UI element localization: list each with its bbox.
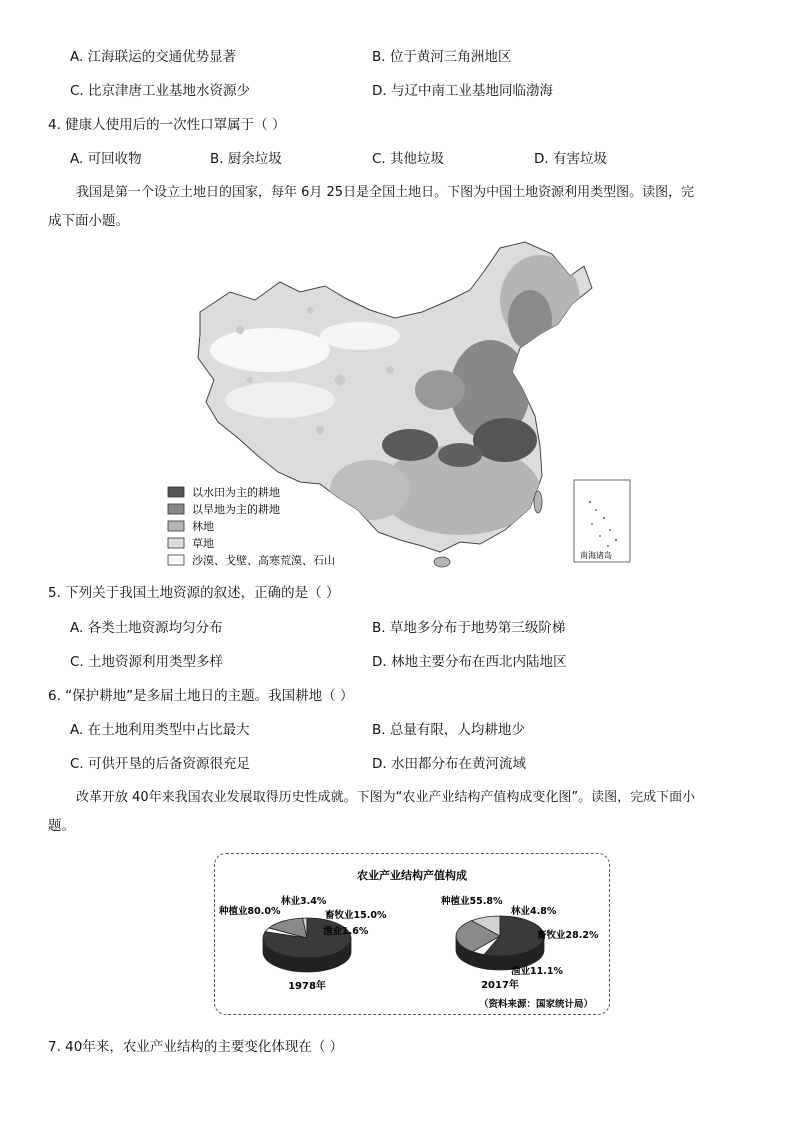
q5-option-c: C. 土地资源利用类型多样 (70, 654, 224, 670)
q5-stem: 5. 下列关于我国土地资源的叙述，正确的是（ ） (48, 585, 340, 601)
pie-1978-label-crop: 种植业80.0% (219, 906, 281, 917)
map-legend (168, 485, 335, 567)
q3-option-a: A. 江海联运的交通优势显著 (70, 49, 237, 65)
south-china-sea-inset (574, 480, 630, 562)
q3-option-b: B. 位于黄河三角洲地区 (372, 49, 512, 65)
pie-1978-year-label: 1978年 (288, 981, 326, 992)
q5-option-a: A. 各类土地资源均匀分布 (70, 620, 223, 636)
legend-grassland: 草地 (192, 537, 214, 550)
intro1-line2: 成下面小题。 (48, 213, 129, 229)
intro2-line1: 改革开放 40年来我国农业发展取得历史性成就。下图为“农业产业结构产值构成变化图”。读图，完成下面小 (76, 790, 696, 805)
chart-source: （资料来源：国家统计局） (478, 999, 593, 1010)
q4-stem: 4. 健康人使用后的一次性口罩属于（ ） (48, 117, 286, 133)
q4-option-a: A. 可回收物 (70, 151, 142, 167)
pie-2017-label-crop: 种植业55.8% (441, 896, 503, 907)
q3-option-d: D. 与辽中南工业基地同临渤海 (372, 83, 553, 99)
chart-svg (215, 854, 609, 1014)
q6-stem: 6. “保护耕地”是多届土地日的主题。我国耕地（ ） (48, 688, 354, 704)
q4-option-c: C. 其他垃圾 (372, 151, 445, 167)
agriculture-structure-chart (214, 853, 610, 1015)
pie-2017-year-label: 2017年 (481, 980, 519, 991)
china-land-use-map (160, 240, 640, 570)
legend-dryland: 以旱地为主的耕地 (192, 503, 280, 516)
pie-2017-label-fishery: 渔业11.1% (511, 966, 563, 977)
intro2-line2: 题。 (48, 818, 75, 834)
taiwan-island (534, 491, 542, 513)
q5-option-b: B. 草地多分布于地势第三级阶梯 (372, 620, 566, 636)
pie-2017-label-livestock: 畜牧业28.2% (537, 930, 599, 941)
pie-1978-label-forestry: 林业3.4% (281, 896, 327, 907)
intro1-line1: 我国是第一个设立土地日的国家，每年 6月 25日是全国土地日。下图为中国土地资源利用类型图。读图，完 (76, 185, 695, 200)
pie-1978-label-fishery: 渔业1.6% (323, 926, 369, 937)
legend-paddy: 以水田为主的耕地 (192, 486, 280, 499)
q5-option-d: D. 林地主要分布在西北内陆地区 (372, 654, 567, 670)
q6-option-c: C. 可供开垦的后备资源很充足 (70, 756, 251, 772)
inset-label: 南海诸岛 (580, 551, 612, 560)
q6-option-d: D. 水田都分布在黄河流域 (372, 756, 526, 772)
q4-option-d: D. 有害垃圾 (534, 151, 607, 167)
pie-2017-label-forestry: 林业4.8% (511, 906, 557, 917)
q6-option-a: A. 在土地利用类型中占比最大 (70, 722, 250, 738)
legend-forest: 林地 (192, 520, 214, 533)
map-graphic (160, 240, 640, 570)
q6-option-b: B. 总量有限，人均耕地少 (372, 722, 525, 738)
pie-1978-label-livestock: 畜牧业15.0% (325, 910, 387, 921)
hainan-island (434, 557, 450, 567)
q4-option-b: B. 厨余垃圾 (210, 151, 282, 167)
q3-option-c: C. 比京津唐工业基地水资源少 (70, 83, 251, 99)
chart-title: 农业产业结构产值构成 (357, 869, 467, 882)
legend-desert: 沙漠、戈壁、高寒荒漠、石山 (192, 554, 335, 567)
q7-stem: 7. 40年来，农业产业结构的主要变化体现在（ ） (48, 1039, 344, 1055)
